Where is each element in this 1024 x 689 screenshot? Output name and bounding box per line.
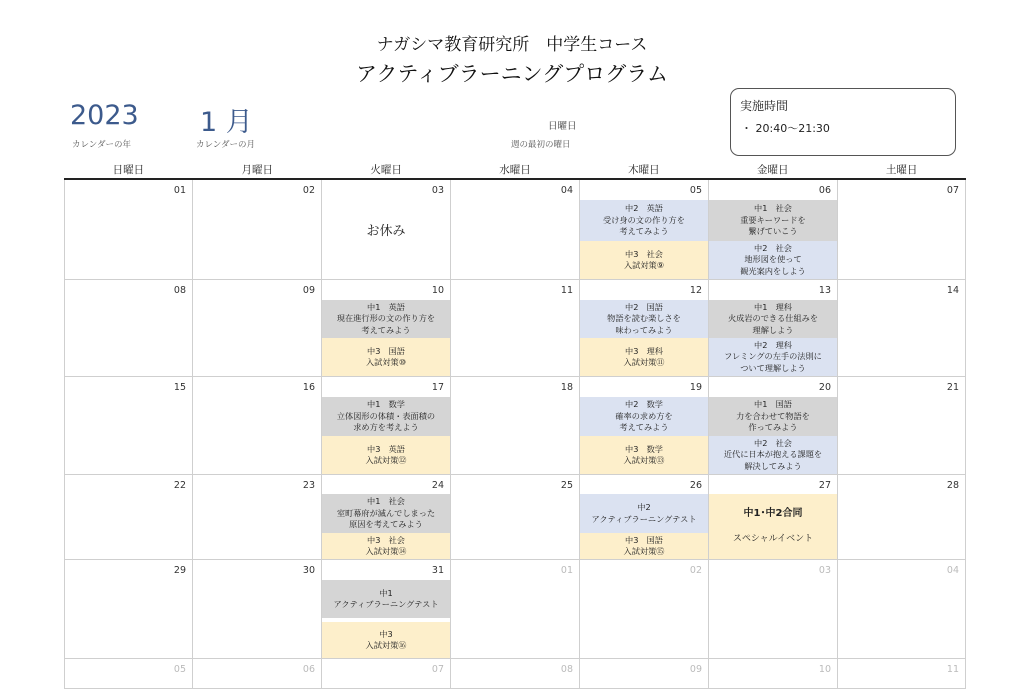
- day-number: 07: [946, 185, 959, 196]
- day-number: 06: [818, 185, 831, 196]
- day-number: 05: [173, 664, 186, 675]
- day-number: 02: [302, 185, 315, 196]
- day-cell[interactable]: [838, 180, 966, 280]
- day-number: 19: [689, 382, 702, 393]
- day-cell[interactable]: [580, 180, 709, 280]
- day-number: 22: [173, 480, 186, 491]
- day-cell[interactable]: [838, 659, 966, 689]
- calendar-week: [64, 475, 966, 560]
- day-cell[interactable]: [709, 280, 838, 377]
- day-cell[interactable]: [193, 280, 322, 377]
- event-block[interactable]: 中3 英語 入試対策⑫: [322, 436, 450, 474]
- day-cell[interactable]: [451, 659, 580, 689]
- day-cell[interactable]: [451, 180, 580, 280]
- calendar-week: [64, 280, 966, 377]
- calendar-week: [64, 377, 966, 475]
- day-number: 13: [818, 285, 831, 296]
- schedule-box: [730, 88, 956, 156]
- day-number: 09: [689, 664, 702, 675]
- day-cell[interactable]: [838, 377, 966, 475]
- day-number: 20: [818, 382, 831, 393]
- day-cell[interactable]: [838, 560, 966, 659]
- day-number: 05: [689, 185, 702, 196]
- day-cell[interactable]: [322, 475, 451, 560]
- day-cell[interactable]: [193, 475, 322, 560]
- day-number: 02: [689, 565, 702, 576]
- day-number: 26: [689, 480, 702, 491]
- week-start-day-label: 週の最初の曜日: [511, 140, 571, 150]
- day-cell[interactable]: [580, 659, 709, 689]
- event-block[interactable]: 中2 社会 近代に日本が抱える課題を 解決してみよう: [709, 436, 837, 474]
- day-cell[interactable]: [322, 280, 451, 377]
- day-cell[interactable]: [838, 280, 966, 377]
- day-cell[interactable]: [709, 560, 838, 659]
- event-block[interactable]: 中1 英語 現在進行形の文の作り方を 考えてみよう: [322, 300, 450, 338]
- schedule-heading: 実施時間: [740, 99, 789, 113]
- day-cell[interactable]: [322, 180, 451, 280]
- day-number: 10: [818, 664, 831, 675]
- calendar-week: [64, 659, 966, 689]
- day-header-wed: 水曜日: [499, 164, 531, 176]
- calendar-month-label: カレンダーの月: [196, 140, 255, 150]
- day-cell[interactable]: [64, 659, 193, 689]
- day-number: 18: [560, 382, 573, 393]
- day-header-tue: 火曜日: [370, 164, 402, 176]
- day-number: 11: [560, 285, 573, 296]
- day-cell[interactable]: [64, 377, 193, 475]
- day-number: 16: [302, 382, 315, 393]
- day-cell[interactable]: [64, 180, 193, 280]
- program-title: アクティブラーニングプログラム: [355, 62, 669, 86]
- day-header-sun: 日曜日: [112, 164, 145, 176]
- day-header-sat: 土曜日: [885, 164, 918, 176]
- event-block[interactable]: 中2 理科 フレミングの左手の法則に ついて理解しよう: [709, 338, 837, 376]
- day-cell[interactable]: [838, 475, 966, 560]
- event-block[interactable]: 中1 社会 重要キーワードを 繋げていこう: [709, 200, 837, 241]
- day-number: 06: [302, 664, 315, 675]
- day-cell[interactable]: [709, 180, 838, 280]
- day-header-thu: 木曜日: [628, 164, 660, 176]
- event-block[interactable]: 中1 国語 力を合わせて物語を 作ってみよう: [709, 397, 837, 436]
- day-number: 25: [560, 480, 573, 491]
- holiday-label: お休み: [366, 224, 406, 239]
- day-cell[interactable]: [709, 475, 838, 560]
- day-number: 01: [173, 185, 186, 196]
- day-cell[interactable]: [451, 377, 580, 475]
- day-number: 15: [173, 382, 186, 393]
- day-number: 08: [173, 285, 186, 296]
- day-number: 24: [431, 480, 444, 491]
- event-block[interactable]: 中3 社会 入試対策⑭: [322, 533, 450, 559]
- day-number: 07: [431, 664, 444, 675]
- special-event-title: 中1･中2合同: [743, 508, 803, 519]
- day-number: 21: [946, 382, 959, 393]
- day-number: 04: [560, 185, 573, 196]
- calendar-year: 2023: [70, 100, 139, 131]
- event-block[interactable]: 中1 理科 火成岩のできる仕組みを 理解しよう: [709, 300, 837, 338]
- day-cell[interactable]: [193, 180, 322, 280]
- day-cell[interactable]: [64, 280, 193, 377]
- calendar-week: [64, 180, 966, 280]
- day-header-row: [64, 163, 966, 180]
- day-cell[interactable]: [709, 377, 838, 475]
- calendar-year-label: カレンダーの年: [72, 140, 131, 150]
- day-number: 10: [431, 285, 444, 296]
- day-header-mon: 月曜日: [241, 164, 274, 176]
- day-number: 03: [431, 185, 444, 196]
- day-cell[interactable]: [709, 659, 838, 689]
- event-block[interactable]: 中1 社会 室町幕府が滅んでしまった 原因を考えてみよう: [322, 494, 450, 533]
- day-number: 23: [302, 480, 315, 491]
- day-number: 14: [946, 285, 959, 296]
- event-block[interactable]: 中2 アクティブラーニングテスト: [580, 494, 708, 533]
- day-number: 28: [946, 480, 959, 491]
- day-cell[interactable]: [193, 560, 322, 659]
- special-event-subtitle: スペシャルイベント: [732, 533, 814, 544]
- day-cell[interactable]: [580, 280, 709, 377]
- day-cell[interactable]: [193, 377, 322, 475]
- event-block[interactable]: 中2 数学 確率の求め方を 考えてみよう: [580, 397, 708, 436]
- event-block[interactable]: 中1 アクティブラーニングテスト: [322, 580, 450, 618]
- schedule-time: ・ 20:40～21:30: [741, 122, 830, 135]
- event-block[interactable]: 中3 数学 入試対策⑬: [580, 436, 708, 474]
- day-number: 11: [946, 664, 959, 675]
- day-number: 01: [560, 565, 573, 576]
- day-cell[interactable]: [322, 377, 451, 475]
- day-header-fri: 金曜日: [756, 164, 789, 176]
- event-block[interactable]: 中3 理科 入試対策⑪: [580, 338, 708, 376]
- day-cell[interactable]: [193, 659, 322, 689]
- organization-title: ナガシマ教育研究所 中学生コース: [376, 35, 648, 55]
- day-cell[interactable]: [322, 560, 451, 659]
- calendar-week: [64, 560, 966, 659]
- special-event-block[interactable]: [709, 494, 837, 559]
- day-cell[interactable]: [451, 280, 580, 377]
- event-block[interactable]: 中3 社会 入試対策⑨: [580, 241, 708, 279]
- day-number: 12: [689, 285, 702, 296]
- calendar-month: 1 月: [200, 107, 253, 138]
- day-number: 30: [302, 565, 315, 576]
- event-block[interactable]: 中3 国語 入試対策⑮: [580, 533, 708, 559]
- day-cell[interactable]: [322, 659, 451, 689]
- day-number: 29: [173, 565, 186, 576]
- event-block[interactable]: 中2 英語 受け身の文の作り方を 考えてみよう: [580, 200, 708, 241]
- day-cell[interactable]: [64, 475, 193, 560]
- day-number: 31: [431, 565, 444, 576]
- day-number: 04: [946, 565, 959, 576]
- day-number: 08: [560, 664, 573, 675]
- event-block[interactable]: 中2 社会 地形図を使って 観光案内をしよう: [709, 241, 837, 279]
- day-number: 03: [818, 565, 831, 576]
- event-block[interactable]: 中2 国語 物語を読む楽しさを 味わってみよう: [580, 300, 708, 338]
- day-number: 27: [818, 480, 831, 491]
- day-number: 09: [302, 285, 315, 296]
- event-block[interactable]: 中3 国語 入試対策⑩: [322, 338, 450, 376]
- day-cell[interactable]: [580, 377, 709, 475]
- day-cell[interactable]: [64, 560, 193, 659]
- day-number: 17: [431, 382, 444, 393]
- day-cell[interactable]: [451, 475, 580, 560]
- day-cell[interactable]: [580, 560, 709, 659]
- calendar-grid: [64, 180, 966, 684]
- event-block[interactable]: 中1 数学 立体図形の体積・表面積の 求め方を考えよう: [322, 397, 450, 436]
- week-start-day: 日曜日: [548, 121, 577, 132]
- day-cell[interactable]: [580, 475, 709, 560]
- event-block[interactable]: 中3 入試対策⑯: [322, 622, 450, 658]
- day-cell[interactable]: [451, 560, 580, 659]
